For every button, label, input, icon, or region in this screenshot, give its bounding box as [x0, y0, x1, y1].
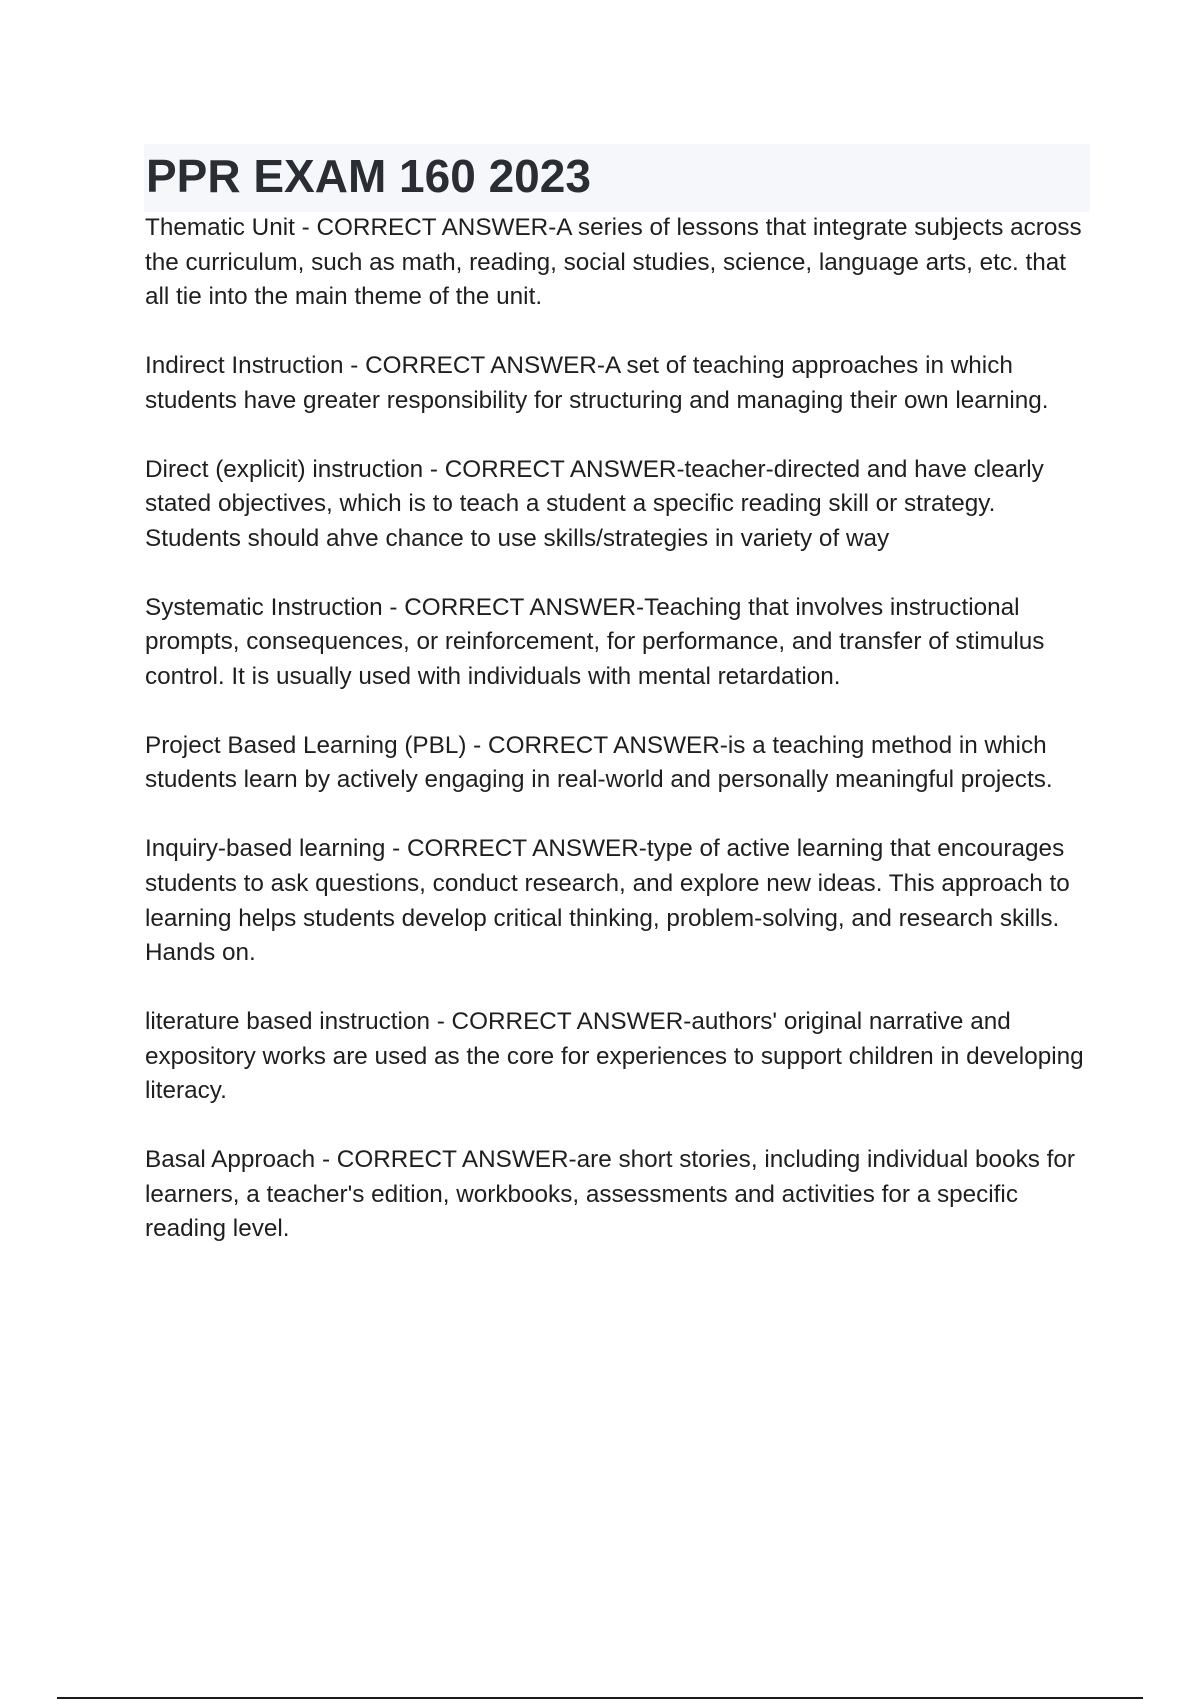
page-bottom-rule	[57, 1697, 1143, 1699]
entry-indirect-instruction: Indirect Instruction - CORRECT ANSWER-A set of teaching approaches in which students have greater responsibility for structuring and managing their own learning.	[145, 352, 1049, 414]
entry-inquiry-based-learning: Inquiry-based learning - CORRECT ANSWER-type of active learning that encourages students to ask questions, conduct research, and explore new ideas. This approach to learning helps students develop critical thinking, problem-solving, and research skills. Hands on.	[145, 835, 1070, 967]
entry-direct-instruction: Direct (explicit) instruction - CORRECT ANSWER-teacher-directed and have clearly stated objectives, which is to teach a student a specific reading skill or strategy. Students should ahve chance to use skills/strategies in variety of way	[145, 455, 1044, 552]
document-title: PPR EXAM 160 2023	[146, 150, 591, 202]
entry-basal-approach: Basal Approach - CORRECT ANSWER-are short stories, including individual books for learners, a teacher's edition, workbooks, assessments and activities for a specific reading level.	[145, 1146, 1075, 1243]
entry-project-based-learning: Project Based Learning (PBL) - CORRECT ANSWER-is a teaching method in which students learn by actively engaging in real-world and personally meaningful projects.	[145, 731, 1053, 794]
entry-systematic-instruction: Systematic Instruction - CORRECT ANSWER-Teaching that involves instructional prompts, consequences, or reinforcement, for performance, and transfer of stimulus control. It is usually used with individuals with mental retardation.	[145, 593, 1045, 691]
entries-list	[145, 211, 1095, 1281]
entry-thematic-unit: Thematic Unit - CORRECT ANSWER-A series of lessons that integrate subjects across the curriculum, such as math, reading, social studies, science, language arts, etc. that all tie into the main theme of the unit.	[145, 214, 1082, 311]
entry-literature-based-instruction: literature based instruction - CORRECT ANSWER-authors' original narrative and expository works are used as the core for experiences to support children in developing literacy.	[145, 1007, 1084, 1105]
